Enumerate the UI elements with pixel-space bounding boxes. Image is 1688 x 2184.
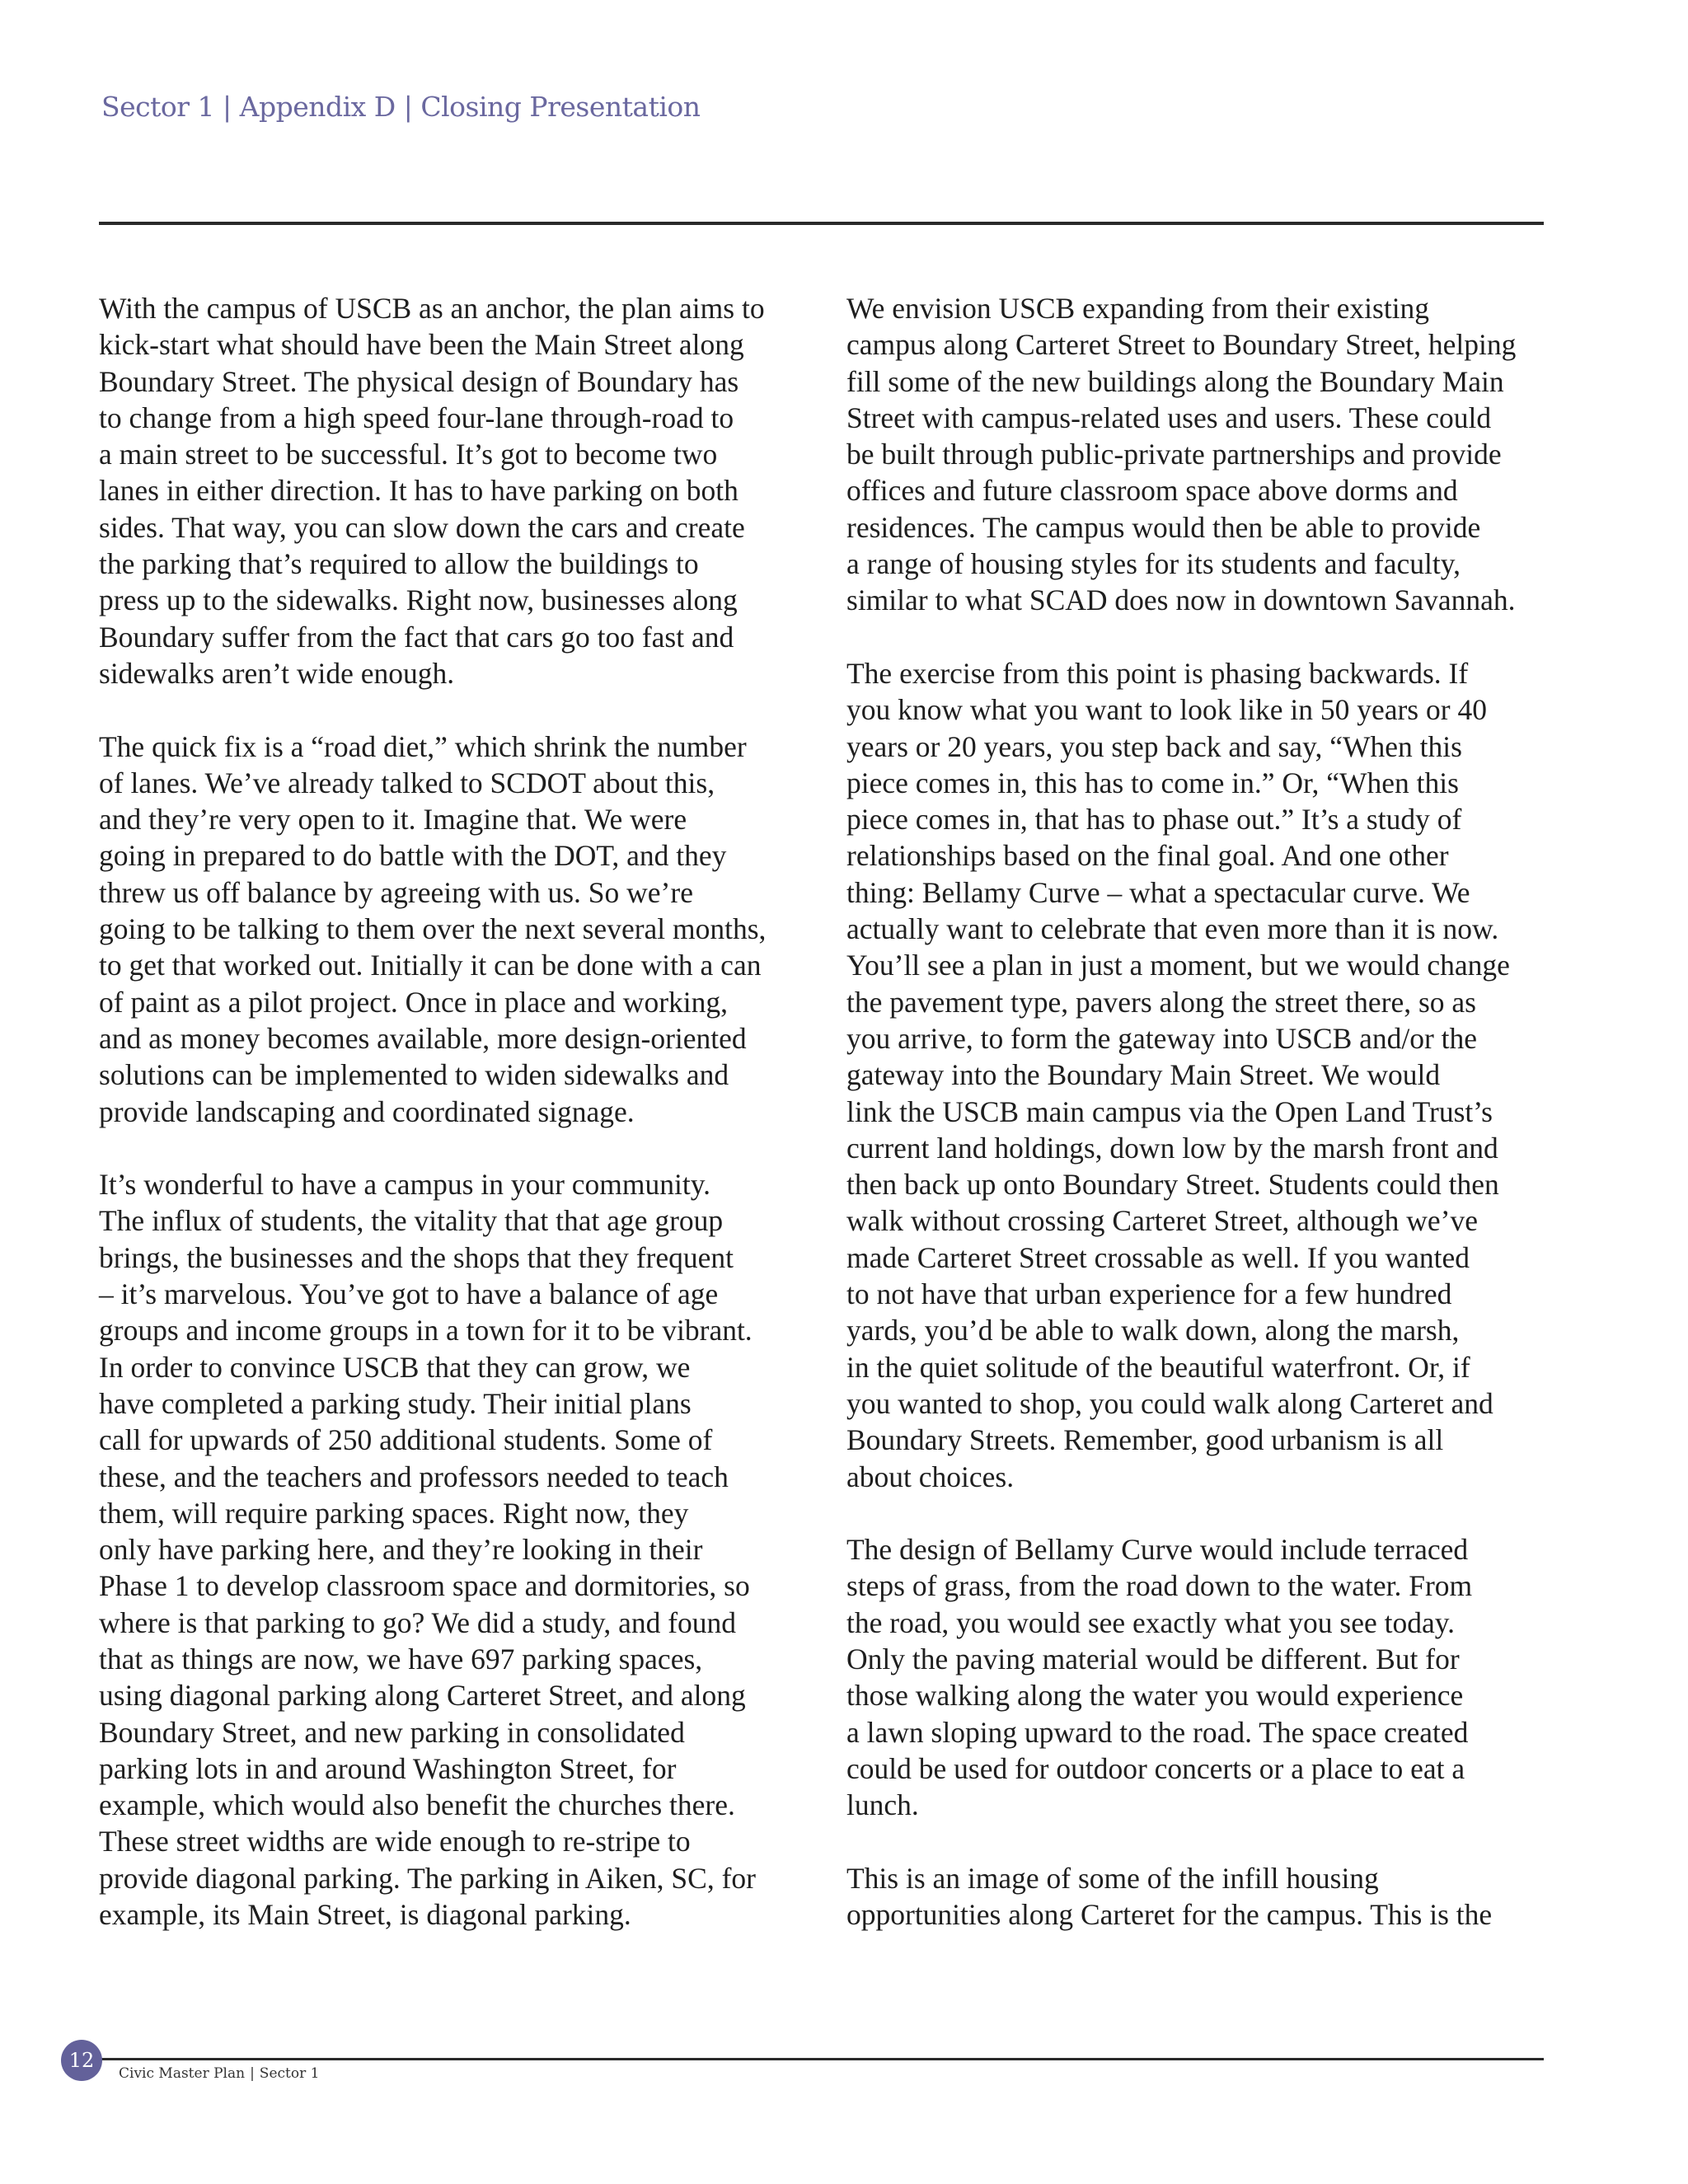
text-line: groups and income groups in a town for it to be vibrant. xyxy=(99,1314,753,1347)
text-line: piece comes in, this has to come in.” Or, “When this xyxy=(846,766,1459,799)
text-line: of paint as a pilot project. Once in place and working, xyxy=(99,985,729,1019)
paragraph xyxy=(846,1860,1555,1933)
text-line: and they’re very open to it. Imagine that. We were xyxy=(99,803,687,837)
text-line: then back up onto Boundary Street. Students could then xyxy=(846,1168,1499,1202)
text-line: a lawn sloping upward to the road. The space created xyxy=(846,1715,1469,1749)
text-line: relationships based on the final goal. And one other xyxy=(846,839,1449,873)
text-line: Phase 1 to develop classroom space and dormitories, so xyxy=(99,1569,750,1603)
text-line: sides. That way, you can slow down the cars and create xyxy=(99,510,745,544)
text-line: made Carteret Street crossable as well. If you wanted xyxy=(846,1240,1470,1274)
text-line: parking lots in and around Washington Street, for xyxy=(99,1751,677,1785)
header-sector: Sector 1 xyxy=(101,91,215,123)
text-line: The influx of students, the vitality that that age group xyxy=(99,1204,724,1238)
text-line: be built through public-private partnerships and provide xyxy=(846,438,1502,471)
header-separator: | xyxy=(403,91,413,123)
paragraph xyxy=(846,290,1555,619)
text-line: where is that parking to go? We did a study, and found xyxy=(99,1605,737,1639)
text-line: Boundary Street, and new parking in consolidated xyxy=(99,1715,685,1749)
text-line: them, will require parking spaces. Right now, they xyxy=(99,1496,689,1530)
text-line: to not have that urban experience for a few hundred xyxy=(846,1277,1452,1311)
text-line: This is an image of some of the infill housing xyxy=(846,1861,1379,1895)
text-line: These street widths are wide enough to re-stripe to xyxy=(99,1825,691,1858)
header-separator: | xyxy=(223,91,232,123)
text-line: the pavement type, pavers along the street there, so as xyxy=(846,985,1476,1019)
text-line: In order to convince USCB that they can grow, we xyxy=(99,1350,691,1384)
text-line: opportunities along Carteret for the campus. This is the xyxy=(846,1898,1493,1932)
header-divider xyxy=(99,222,1544,225)
text-line: solutions can be implemented to widen sidewalks and xyxy=(99,1058,729,1092)
text-line: We envision USCB expanding from their existing xyxy=(846,292,1430,325)
text-line: link the USCB main campus via the Open Land Trust’s xyxy=(846,1094,1493,1128)
text-line: campus along Carteret Street to Boundary Street, helping xyxy=(846,328,1517,362)
text-line: With the campus of USCB as an anchor, the plan aims to xyxy=(99,292,765,325)
text-line: provide diagonal parking. The parking in Aiken, SC, for xyxy=(99,1861,756,1895)
text-line: gateway into the Boundary Main Street. We would xyxy=(846,1058,1441,1092)
text-line: fill some of the new buildings along the Boundary Main xyxy=(846,364,1504,398)
text-line: similar to what SCAD does now in downtown Savannah. xyxy=(846,583,1516,617)
text-line: The quick fix is a “road diet,” which shrink the number xyxy=(99,729,747,763)
text-line: walk without crossing Carteret Street, although we’ve xyxy=(846,1204,1479,1238)
text-line: current land holdings, down low by the marsh front and xyxy=(846,1131,1498,1165)
footer-doc-title: Civic Master Plan xyxy=(119,2065,246,2082)
text-line: of lanes. We’ve already talked to SCDOT about this, xyxy=(99,766,715,799)
text-line: going in prepared to do battle with the DOT, and they xyxy=(99,839,727,873)
text-line: the road, you would see exactly what you see today. xyxy=(846,1605,1456,1639)
text-line: thing: Bellamy Curve – what a spectacular curve. We xyxy=(846,875,1470,909)
page-number-badge: 12 xyxy=(61,2040,102,2081)
text-line: have completed a parking study. Their initial plans xyxy=(99,1386,692,1420)
text-line: piece comes in, that has to phase out.” It’s a study of xyxy=(846,803,1462,837)
right-column xyxy=(846,290,1555,1933)
text-line: actually want to celebrate that even more than it is now. xyxy=(846,912,1499,946)
left-column xyxy=(99,290,808,1933)
text-line: sidewalks aren’t wide enough. xyxy=(99,656,455,690)
text-line: The exercise from this point is phasing backwards. If xyxy=(846,656,1469,690)
text-line: provide landscaping and coordinated signage. xyxy=(99,1094,635,1128)
text-line: It’s wonderful to have a campus in your community. xyxy=(99,1168,711,1202)
text-line: to get that worked out. Initially it can be done with a can xyxy=(99,949,762,982)
running-footer xyxy=(119,2065,319,2082)
running-header xyxy=(101,91,701,123)
text-line: Only the paving material would be different. But for xyxy=(846,1642,1460,1675)
text-line: Boundary suffer from the fact that cars go too fast and xyxy=(99,620,734,654)
text-line: a main street to be successful. It’s got to become two xyxy=(99,438,718,471)
paragraph xyxy=(99,290,808,691)
text-line: Street with campus-related uses and users. These could xyxy=(846,401,1492,434)
text-line: lunch. xyxy=(846,1788,919,1822)
text-line: threw us off balance by agreeing with us. So we’re xyxy=(99,875,693,909)
text-line: call for upwards of 250 additional students. Some of xyxy=(99,1423,713,1457)
text-line: offices and future classroom space above dorms and xyxy=(846,474,1458,508)
footer-separator: | xyxy=(250,2065,255,2082)
text-line: and as money becomes available, more design-oriented xyxy=(99,1021,747,1055)
text-line: those walking along the water you would experience xyxy=(846,1679,1464,1713)
text-line: using diagonal parking along Carteret Street, and along xyxy=(99,1679,746,1713)
header-appendix: Appendix D xyxy=(239,91,396,123)
text-line: you arrive, to form the gateway into USCB and/or the xyxy=(846,1021,1478,1055)
text-line: the parking that’s required to allow the buildings to xyxy=(99,547,699,581)
paragraph xyxy=(846,655,1555,1495)
text-line: example, its Main Street, is diagonal parking. xyxy=(99,1898,631,1932)
text-line: brings, the businesses and the shops that they frequent xyxy=(99,1240,734,1274)
text-line: kick-start what should have been the Main Street along xyxy=(99,328,744,362)
header-title: Closing Presentation xyxy=(420,91,701,123)
text-line: in the quiet solitude of the beautiful waterfront. Or, if xyxy=(846,1350,1470,1384)
text-line: steps of grass, from the road down to the water. From xyxy=(846,1569,1473,1603)
footer-section: Sector 1 xyxy=(259,2065,320,2082)
text-line: these, and the teachers and professors needed to teach xyxy=(99,1460,729,1493)
text-line: could be used for outdoor concerts or a place to eat a xyxy=(846,1751,1465,1785)
text-line: press up to the sidewalks. Right now, businesses along xyxy=(99,583,738,617)
text-line: Boundary Street. The physical design of Boundary has xyxy=(99,364,739,398)
footer-divider xyxy=(99,2058,1544,2060)
text-line: yards, you’d be able to walk down, along the marsh, xyxy=(846,1314,1460,1347)
text-line: – it’s marvelous. You’ve got to have a balance of age xyxy=(99,1277,719,1311)
text-line: example, which would also benefit the churches there. xyxy=(99,1788,735,1822)
text-line: The design of Bellamy Curve would include terraced xyxy=(846,1533,1469,1567)
text-line: about choices. xyxy=(846,1460,1015,1493)
text-line: to change from a high speed four-lane through-road to xyxy=(99,401,734,434)
text-line: going to be talking to them over the next several months, xyxy=(99,912,767,946)
text-line: Boundary Streets. Remember, good urbanism is all xyxy=(846,1423,1444,1457)
text-line: only have parking here, and they’re looking in their xyxy=(99,1533,703,1567)
paragraph xyxy=(99,1166,808,1933)
text-line: residences. The campus would then be able to provide xyxy=(846,510,1481,544)
text-line: lanes in either direction. It has to have parking on both xyxy=(99,474,738,508)
text-line: You’ll see a plan in just a moment, but we would change xyxy=(846,949,1510,982)
text-line: a range of housing styles for its students and faculty, xyxy=(846,547,1461,581)
paragraph xyxy=(99,729,808,1130)
text-line: that as things are now, we have 697 parking spaces, xyxy=(99,1642,703,1675)
text-line: you know what you want to look like in 50 years or 40 xyxy=(846,693,1487,727)
text-line: you wanted to shop, you could walk along Carteret and xyxy=(846,1386,1493,1420)
text-line: years or 20 years, you step back and say, “When this xyxy=(846,729,1462,763)
paragraph xyxy=(846,1531,1555,1823)
